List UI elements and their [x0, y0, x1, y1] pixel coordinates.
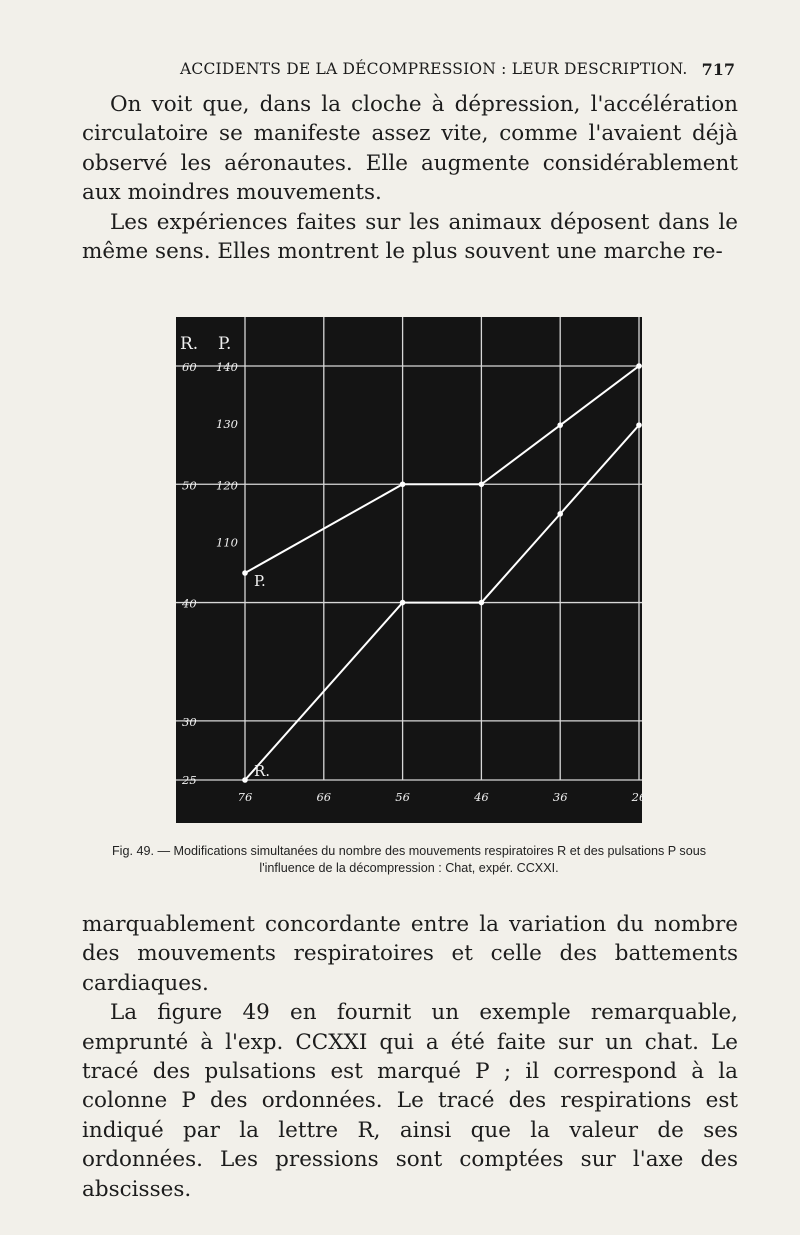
- figure-label: Fig. 49.: [111, 844, 154, 858]
- paragraph: La figure 49 en fournit un exemple remarquable, emprunté à l'exp. CCXXI qui a été faite sur un chat. Le tracé des pulsations est marqué P ; il correspond à la colonne P des ordonnées. Le tracé des respirations est indiqué par la lettre R, ainsi que la valeur de ses ordonnées. Les pressions sont comptées sur l'axe des abscisses.: [82, 1000, 738, 1202]
- data-point-P: [242, 570, 248, 576]
- text-block-bottom: [82, 910, 738, 1204]
- data-point-R: [636, 422, 642, 428]
- data-point-R: [557, 511, 563, 517]
- series-label-R: R.: [254, 762, 271, 780]
- tick-label-R: 60: [182, 360, 197, 374]
- data-point-P: [479, 481, 485, 487]
- tick-label-x: 56: [395, 790, 410, 804]
- tick-label-R: 50: [182, 478, 197, 493]
- paragraph: Les expériences faites sur les animaux déposent dans le même sens. Elles montrent le plus souvent une marche re-: [82, 209, 738, 265]
- tick-label-x: 26: [631, 790, 647, 804]
- series-label-P: P.: [254, 572, 266, 590]
- paragraph: On voit que, dans la cloche à dépression, l'accélération circulatoire se manifeste assez vite, comme l'avaient déjà observé les aéronautes. Elle augmente considérablement aux moindres mouvements.: [82, 92, 738, 206]
- tick-label-P: 110: [216, 535, 238, 550]
- data-point-R: [400, 600, 406, 606]
- axis-label-R: R.: [180, 334, 199, 354]
- tick-label-x: 66: [316, 790, 332, 804]
- tick-label-R: 30: [182, 714, 197, 729]
- tick-label-x: 36: [552, 790, 568, 804]
- data-point-P: [636, 363, 642, 369]
- axis-label-P: P.: [218, 334, 232, 354]
- tick-label-x: 76: [237, 790, 253, 804]
- running-head: ACCIDENTS DE LA DÉCOMPRESSION : LEUR DESCRIPTION.: [180, 60, 688, 78]
- tick-label-R: 25: [182, 773, 197, 787]
- tick-label-P: 140: [216, 360, 238, 374]
- data-point-P: [400, 481, 406, 487]
- data-point-P: [557, 422, 563, 428]
- chart: [176, 317, 647, 823]
- paragraph: marquablement concordante entre la variation du nombre des mouvements respiratoires et celle des battements cardiaques.: [82, 912, 738, 996]
- page-header: [180, 60, 735, 84]
- figure-caption: [110, 843, 708, 877]
- tick-label-x: 46: [474, 790, 489, 804]
- data-point-R: [242, 777, 248, 783]
- tick-label-P: 130: [216, 417, 238, 432]
- page-number: 717: [701, 60, 735, 79]
- figure-plate: [176, 317, 647, 823]
- text-block-top: [82, 90, 738, 266]
- data-point-R: [479, 600, 485, 606]
- tick-label-R: 40: [182, 596, 197, 611]
- tick-label-P: 120: [216, 478, 238, 493]
- series-line-P: [245, 366, 639, 573]
- figure-caption-text: — Modifications simultanées du nombre des mouvements respiratoires R et des pulsations P sous l'influence de la décompression : Chat, expér. CCXXI.: [157, 844, 707, 875]
